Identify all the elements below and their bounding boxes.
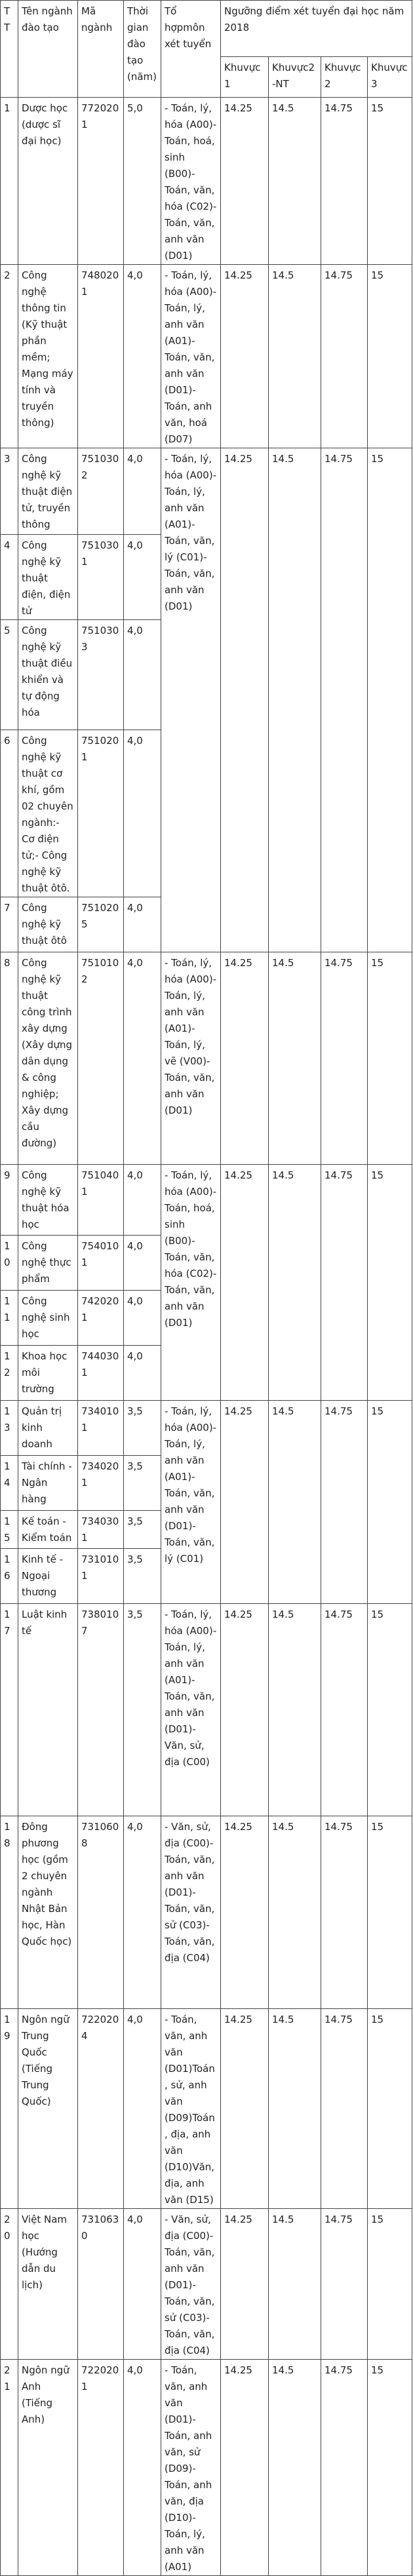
cell-kv1: 14.25 xyxy=(221,265,269,448)
cell-kv2: 14.75 xyxy=(321,265,368,448)
table-row xyxy=(1,1816,412,2009)
cell-ten-nganh: Dược học (dược sĩ đại học) xyxy=(18,98,78,265)
cell-to-hop: - Toán, lý, hóa (A00)- Toán, lý, anh văn (A01)- Toán, văn, anh văn (D01)- Toán, văn, lý (C01) xyxy=(161,1401,221,1604)
cell-ten-nganh: Công nghệ kỹ thuật công trình xây dựng (Xây dựng dân dụng & công nghiệp; Xây dựng cầu đường) xyxy=(18,952,78,1165)
cell-tt: 19 xyxy=(1,2009,18,2209)
cell-tt: 14 xyxy=(1,1456,18,1511)
cell-kv1: 14.25 xyxy=(221,448,269,952)
cell-kv3: 15 xyxy=(368,265,412,448)
cell-tt: 16 xyxy=(1,1549,18,1604)
cell-tt: 17 xyxy=(1,1604,18,1816)
table-row xyxy=(1,2009,412,2209)
cell-tt: 8 xyxy=(1,952,18,1165)
cell-kv2nt: 14.5 xyxy=(269,448,321,952)
cell-kv3: 15 xyxy=(368,1401,412,1604)
cell-kv2: 14.75 xyxy=(321,952,368,1165)
cell-kv2: 14.75 xyxy=(321,2209,368,2360)
cell-thoi-gian: 3,5 xyxy=(124,1549,161,1604)
cell-kv3: 15 xyxy=(368,2209,412,2360)
cell-thoi-gian: 4,0 xyxy=(124,897,161,952)
cell-ma-nganh: 7380107 xyxy=(78,1604,124,1816)
cell-kv2: 14.75 xyxy=(321,2360,368,2576)
cell-tt: 11 xyxy=(1,1291,18,1346)
cell-kv3: 15 xyxy=(368,2009,412,2209)
header-kv1: Khuvực1 xyxy=(221,57,269,98)
cell-ten-nganh: Công nghệ kỹ thuật điều khiển và tự động hóa xyxy=(18,620,78,730)
cell-ma-nganh: 7540101 xyxy=(78,1236,124,1291)
cell-kv1: 14.25 xyxy=(221,1604,269,1816)
cell-ma-nganh: 7510102 xyxy=(78,952,124,1165)
cell-ma-nganh: 7220201 xyxy=(78,2360,124,2576)
cell-thoi-gian: 3,5 xyxy=(124,1401,161,1456)
cell-ma-nganh: 7310630 xyxy=(78,2209,124,2360)
cell-tt: 3 xyxy=(1,448,18,535)
cell-kv2nt: 14.5 xyxy=(269,2209,321,2360)
cell-to-hop: - Toán, văn, anh văn (D01)- Toán, anh văn, sử (D09)- Toán, anh văn, địa (D10)- Toán, lý, anh văn (A01) xyxy=(161,2360,221,2576)
cell-ma-nganh: 7480201 xyxy=(78,265,124,448)
cell-ten-nganh: Kinh tế - Ngoại thương xyxy=(18,1549,78,1604)
table-body xyxy=(1,1,412,2576)
cell-ma-nganh: 7720201 xyxy=(78,98,124,265)
cell-kv1: 14.25 xyxy=(221,2009,269,2209)
cell-ten-nganh: Công nghệ sinh học xyxy=(18,1291,78,1346)
cell-ma-nganh: 7510205 xyxy=(78,897,124,952)
table-row xyxy=(1,1604,412,1816)
cell-tt: 18 xyxy=(1,1816,18,2009)
cell-kv3: 15 xyxy=(368,1165,412,1401)
cell-tt: 5 xyxy=(1,620,18,730)
cell-thoi-gian: 4,0 xyxy=(124,1346,161,1401)
cell-ten-nganh: Công nghệ thông tin (Kỹ thuật phần mềm; Mạng máy tính và truyền thông) xyxy=(18,265,78,448)
header-tt: TT xyxy=(1,1,18,98)
cell-tt: 21 xyxy=(1,2360,18,2576)
cell-ten-nganh: Đông phương học (gồm 2 chuyên ngành Nhật Bản học, Hàn Quốc học) xyxy=(18,1816,78,2009)
header-to-hop: Tổ hợpmôn xét tuyển xyxy=(161,1,221,98)
table-row xyxy=(1,1165,412,1236)
cell-thoi-gian: 3,5 xyxy=(124,1604,161,1816)
header-ma-nganh: Mã ngành xyxy=(78,1,124,98)
cell-ma-nganh: 7510401 xyxy=(78,1165,124,1236)
cell-thoi-gian: 4,0 xyxy=(124,2209,161,2360)
cell-tt: 20 xyxy=(1,2209,18,2360)
cell-kv2nt: 14.5 xyxy=(269,2360,321,2576)
cell-ten-nganh: Công nghệ kỹ thuật điện tử, truyền thông xyxy=(18,448,78,535)
cell-ma-nganh: 7440301 xyxy=(78,1346,124,1401)
cell-kv1: 14.25 xyxy=(221,1401,269,1604)
cell-kv2nt: 14.5 xyxy=(269,265,321,448)
cell-ten-nganh: Luật kinh tế xyxy=(18,1604,78,1816)
cell-kv3: 15 xyxy=(368,2360,412,2576)
table-row xyxy=(1,98,412,265)
cell-kv1: 14.25 xyxy=(221,952,269,1165)
cell-kv1: 14.25 xyxy=(221,1165,269,1401)
cell-kv3: 15 xyxy=(368,448,412,952)
cell-thoi-gian: 4,0 xyxy=(124,265,161,448)
cell-to-hop: - Văn, sử, địa (C00)- Toán, văn, anh văn (D01)- Toán, văn, sử (C03)- Toán, văn, địa (C04) xyxy=(161,2209,221,2360)
cell-tt: 10 xyxy=(1,1236,18,1291)
cell-ma-nganh: 7310101 xyxy=(78,1549,124,1604)
cell-ma-nganh: 7340101 xyxy=(78,1401,124,1456)
cell-kv2nt: 14.5 xyxy=(269,1165,321,1401)
cell-thoi-gian: 4,0 xyxy=(124,1165,161,1236)
cell-ten-nganh: Công nghệ kỹ thuật hóa học xyxy=(18,1165,78,1236)
cell-tt: 13 xyxy=(1,1401,18,1456)
cell-ten-nganh: Công nghệ thực phẩm xyxy=(18,1236,78,1291)
cell-ma-nganh: 7510303 xyxy=(78,620,124,730)
cell-kv2: 14.75 xyxy=(321,1401,368,1604)
cell-thoi-gian: 5,0 xyxy=(124,98,161,265)
cell-to-hop: - Toán, văn, anh văn (D01)Toán, sử, anh văn (D09)Toán, địa, anh văn (D10)Văn, địa, anh văn (D15) xyxy=(161,2009,221,2209)
cell-to-hop: - Toán, lý, hóa (A00)- Toán, lý, anh văn (A01)- Toán, văn, lý (C01)- Toán, văn, anh văn (D01) xyxy=(161,448,221,952)
cell-ma-nganh: 7510201 xyxy=(78,730,124,897)
cell-ma-nganh: 7510302 xyxy=(78,448,124,535)
cell-thoi-gian: 4,0 xyxy=(124,535,161,620)
cell-to-hop: - Toán, lý, hóa (A00)- Toán, hoá, sinh (B00)- Toán, văn, hóa (C02)- Toán, văn, anh văn (D01) xyxy=(161,1165,221,1401)
header-kv2: Khuvực2 xyxy=(321,57,368,98)
table-row xyxy=(1,2360,412,2576)
cell-kv2: 14.75 xyxy=(321,1165,368,1401)
header-thoi-gian: Thời gian đào tạo (năm) xyxy=(124,1,161,98)
cell-thoi-gian: 4,0 xyxy=(124,730,161,897)
table-row xyxy=(1,1401,412,1456)
cell-kv3: 15 xyxy=(368,98,412,265)
cell-kv2nt: 14.5 xyxy=(269,1401,321,1604)
cell-to-hop: - Toán, lý, hóa (A00)- Toán, hoá, sinh (B00)- Toán, văn, hóa (C02)- Toán, văn, anh văn (D01) xyxy=(161,98,221,265)
cell-ten-nganh: Việt Nam học (Hướng dẫn du lịch) xyxy=(18,2209,78,2360)
cell-thoi-gian: 4,0 xyxy=(124,1816,161,2009)
cell-ma-nganh: 7340201 xyxy=(78,1456,124,1511)
cell-thoi-gian: 4,0 xyxy=(124,2360,161,2576)
cell-ma-nganh: 7220204 xyxy=(78,2009,124,2209)
cell-kv1: 14.25 xyxy=(221,2209,269,2360)
cell-to-hop: - Toán, lý, hóa (A00)- Toán, lý, anh văn (A01)- Toán, văn, anh văn (D01)- Toán, anh văn, hoá (D07) xyxy=(161,265,221,448)
cell-ma-nganh: 7420201 xyxy=(78,1291,124,1346)
cell-kv2: 14.75 xyxy=(321,2009,368,2209)
table-row xyxy=(1,2209,412,2360)
cell-thoi-gian: 4,0 xyxy=(124,620,161,730)
cell-to-hop: - Toán, lý, hóa (A00)- Toán, lý, anh văn (A01)- Toán, lý, vẽ (V00)- Toán, văn, anh văn (D01) xyxy=(161,952,221,1165)
cell-to-hop: - Toán, lý, hóa (A00)- Toán, lý, anh văn (A01)- Toán, văn, anh văn (D01)- Văn, sử, địa (C00) xyxy=(161,1604,221,1816)
cell-kv3: 15 xyxy=(368,1604,412,1816)
cell-kv2: 14.75 xyxy=(321,1604,368,1816)
cell-thoi-gian: 4,0 xyxy=(124,1236,161,1291)
table-row xyxy=(1,265,412,448)
cell-kv2: 14.75 xyxy=(321,98,368,265)
cell-kv1: 14.25 xyxy=(221,1816,269,2009)
cell-ten-nganh: Tài chính - Ngân hàng xyxy=(18,1456,78,1511)
cell-tt: 2 xyxy=(1,265,18,448)
cell-ma-nganh: 7340301 xyxy=(78,1511,124,1549)
cell-tt: 7 xyxy=(1,897,18,952)
cell-kv2nt: 14.5 xyxy=(269,952,321,1165)
header-kv2nt: Khuvực2-NT xyxy=(269,57,321,98)
cell-ten-nganh: Ngôn ngữ Anh (Tiếng Anh) xyxy=(18,2360,78,2576)
cell-kv1: 14.25 xyxy=(221,2360,269,2576)
cell-tt: 6 xyxy=(1,730,18,897)
cell-kv2nt: 14.5 xyxy=(269,1604,321,1816)
cell-tt: 12 xyxy=(1,1346,18,1401)
cell-kv2nt: 14.5 xyxy=(269,98,321,265)
cell-thoi-gian: 3,5 xyxy=(124,1456,161,1511)
header-row xyxy=(1,1,412,57)
cell-ma-nganh: 7510301 xyxy=(78,535,124,620)
cell-tt: 15 xyxy=(1,1511,18,1549)
cell-ten-nganh: Công nghệ kỹ thuật cơ khí, gồm 02 chuyên ngành:- Cơ điện tử;- Công nghệ kỹ thuật ôtô. xyxy=(18,730,78,897)
cell-ten-nganh: Kế toán - Kiểm toán xyxy=(18,1511,78,1549)
table-row xyxy=(1,952,412,1165)
cell-kv3: 15 xyxy=(368,1816,412,2009)
cell-tt: 4 xyxy=(1,535,18,620)
cell-to-hop: - Văn, sử, địa (C00)- Toán, văn, anh văn (D01)- Toán, văn, sử (C03)- Toán, văn, địa (C04) xyxy=(161,1816,221,2009)
cell-thoi-gian: 4,0 xyxy=(124,952,161,1165)
cell-kv1: 14.25 xyxy=(221,98,269,265)
cell-tt: 1 xyxy=(1,98,18,265)
cell-ten-nganh: Ngôn ngữ Trung Quốc (Tiếng Trung Quốc) xyxy=(18,2009,78,2209)
cell-thoi-gian: 4,0 xyxy=(124,1291,161,1346)
header-nguong-diem: Ngưỡng điểm xét tuyển đại học năm 2018 xyxy=(221,1,412,57)
cell-ten-nganh: Công nghệ kỹ thuật điện, điện tử xyxy=(18,535,78,620)
cell-kv2: 14.75 xyxy=(321,1816,368,2009)
cell-ten-nganh: Quản trị kinh doanh xyxy=(18,1401,78,1456)
cell-kv2: 14.75 xyxy=(321,448,368,952)
cell-ten-nganh: Khoa học môi trường xyxy=(18,1346,78,1401)
cell-thoi-gian: 3,5 xyxy=(124,1511,161,1549)
header-ten-nganh: Tên ngành đào tạo xyxy=(18,1,78,98)
cell-kv2nt: 14.5 xyxy=(269,2009,321,2209)
cell-kv2nt: 14.5 xyxy=(269,1816,321,2009)
cell-thoi-gian: 4,0 xyxy=(124,2009,161,2209)
cell-kv3: 15 xyxy=(368,952,412,1165)
header-kv3: Khuvực3 xyxy=(368,57,412,98)
cell-ma-nganh: 7310608 xyxy=(78,1816,124,2009)
cell-tt: 9 xyxy=(1,1165,18,1236)
cell-ten-nganh: Công nghệ kỹ thuật ôtô xyxy=(18,897,78,952)
cell-thoi-gian: 4,0 xyxy=(124,448,161,535)
table-row xyxy=(1,448,412,535)
